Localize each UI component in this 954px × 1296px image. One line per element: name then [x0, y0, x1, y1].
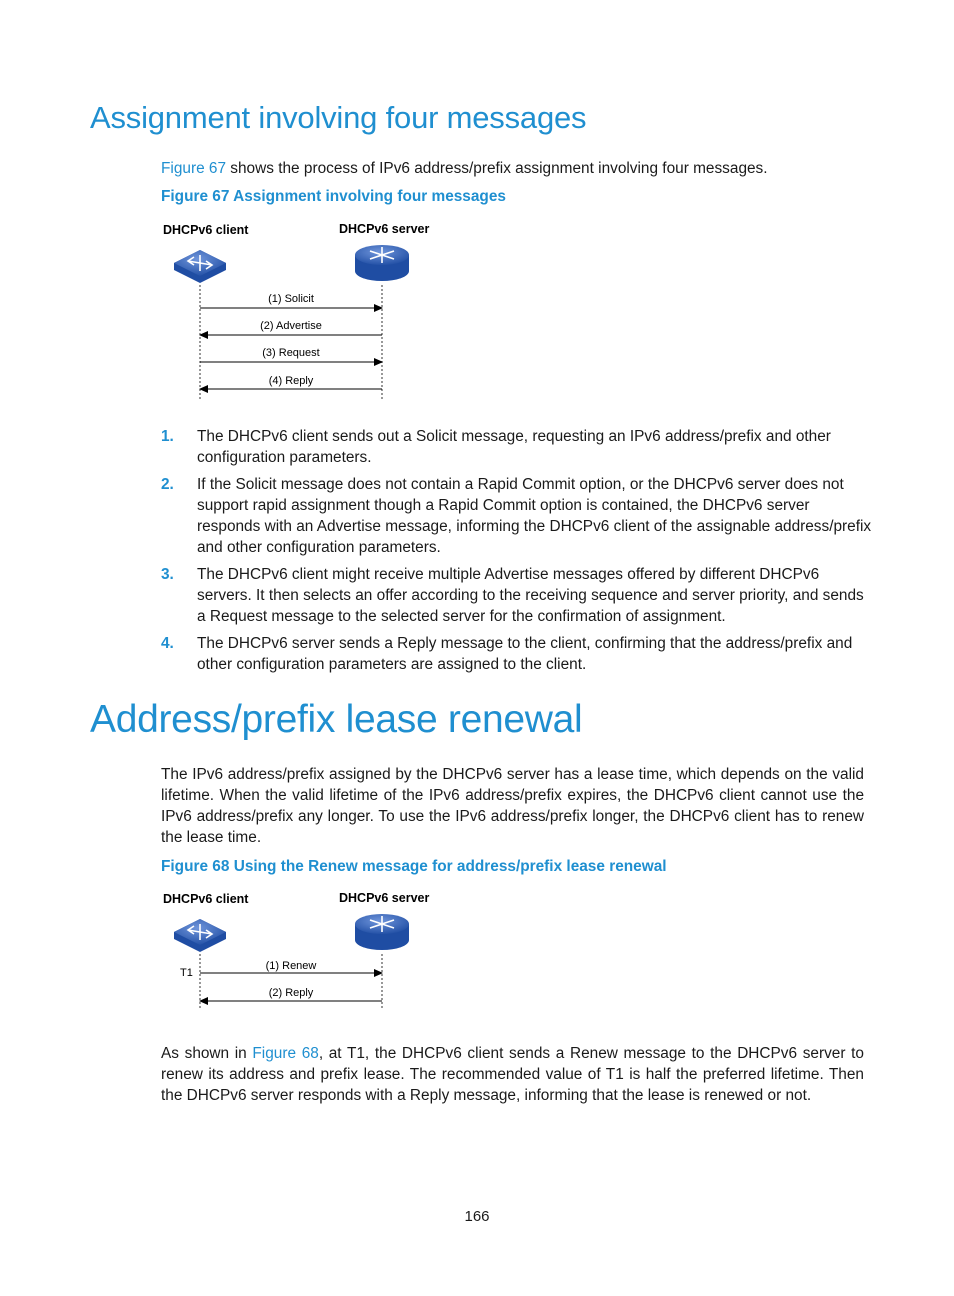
reply-label: (4) Reply [268, 375, 314, 387]
section-heading-assignment: Assignment involving four messages [90, 100, 587, 135]
figure67-intro-text: shows the process of IPv6 address/prefix assignment involving four messages. [226, 160, 768, 177]
figure68-explanation [161, 1043, 864, 1106]
page-number: 166 [464, 1208, 490, 1225]
router-icon [355, 245, 409, 281]
outro-pre-text: As shown in [161, 1045, 253, 1062]
outro-post-text: , at T1, the DHCPv6 client sends a Renew message to the DHCPv6 server to renew its address and prefix lease. The recommended value of T1 is half the preferred lifetime. Then the DHCPv6 server responds with a Reply message, informing that the lease is renewed or not. [161, 1045, 864, 1104]
step-text: The DHCPv6 client might receive multiple Advertise messages offered by different DHCPv6 servers. It then selects an offer according to the receiving sequence and server priority, and sends a Request message to the selected server for the confirmation of assignment. [197, 566, 864, 625]
step-text: The DHCPv6 client sends out a Solicit message, requesting an IPv6 address/prefix and other configuration parameters. [197, 428, 831, 466]
figure68-link[interactable]: Figure 68 [252, 1045, 319, 1062]
step-number: 4. [161, 635, 174, 652]
figure67-intro [161, 158, 864, 179]
step-number: 2. [161, 476, 174, 493]
assignment-steps-list [161, 426, 873, 681]
figure67-link[interactable]: Figure 67 [161, 160, 227, 177]
section-heading-lease-renewal: Address/prefix lease renewal [90, 698, 583, 741]
figure68-caption: Figure 68 Using the Renew message for address/prefix lease renewal [161, 858, 667, 875]
list-item [161, 474, 873, 558]
list-item [161, 633, 873, 675]
client-label: DHCPv6 client [163, 223, 249, 237]
request-label: (3) Request [262, 347, 320, 359]
lease-renewal-intro: The IPv6 address/prefix assigned by the DHCPv6 server has a lease time, which depends on the valid lifetime. When the valid lifetime of the IPv6 address/prefix expires, the DHCPv6 client cannot use the IPv6 address/prefix any longer. To use the IPv6 address/prefix longer, the DHCPv6 client has to renew the lease time. [161, 766, 864, 846]
client-label: DHCPv6 client [163, 892, 249, 906]
list-item [161, 426, 873, 468]
figure67-caption: Figure 67 Assignment involving four messages [161, 188, 506, 205]
switch-icon [174, 919, 226, 952]
advertise-label: (2) Advertise [260, 320, 322, 332]
step-number: 3. [161, 566, 174, 583]
router-icon [355, 914, 409, 950]
reply-label: (2) Reply [268, 987, 314, 999]
step-text: If the Solicit message does not contain a Rapid Commit option, or the DHCPv6 server does not support rapid assignment though a Rapid Commit option is contained, the DHCPv6 server responds with an Advertise message, informing the DHCPv6 client of the assignable address/prefix and other configuration parameters. [197, 476, 872, 556]
figure68-sequence-diagram [150, 884, 450, 1016]
t1-label: T1 [180, 967, 193, 979]
figure67-sequence-diagram [150, 215, 450, 405]
step-number: 1. [161, 428, 174, 445]
solicit-label: (1) Solicit [268, 293, 314, 305]
switch-icon [174, 250, 226, 283]
server-label: DHCPv6 server [339, 222, 430, 236]
step-text: The DHCPv6 server sends a Reply message to the client, confirming that the address/prefix and other configuration parameters are assigned to the client. [197, 635, 853, 673]
list-item [161, 564, 873, 627]
server-label: DHCPv6 server [339, 891, 430, 905]
renew-label: (1) Renew [265, 960, 317, 972]
